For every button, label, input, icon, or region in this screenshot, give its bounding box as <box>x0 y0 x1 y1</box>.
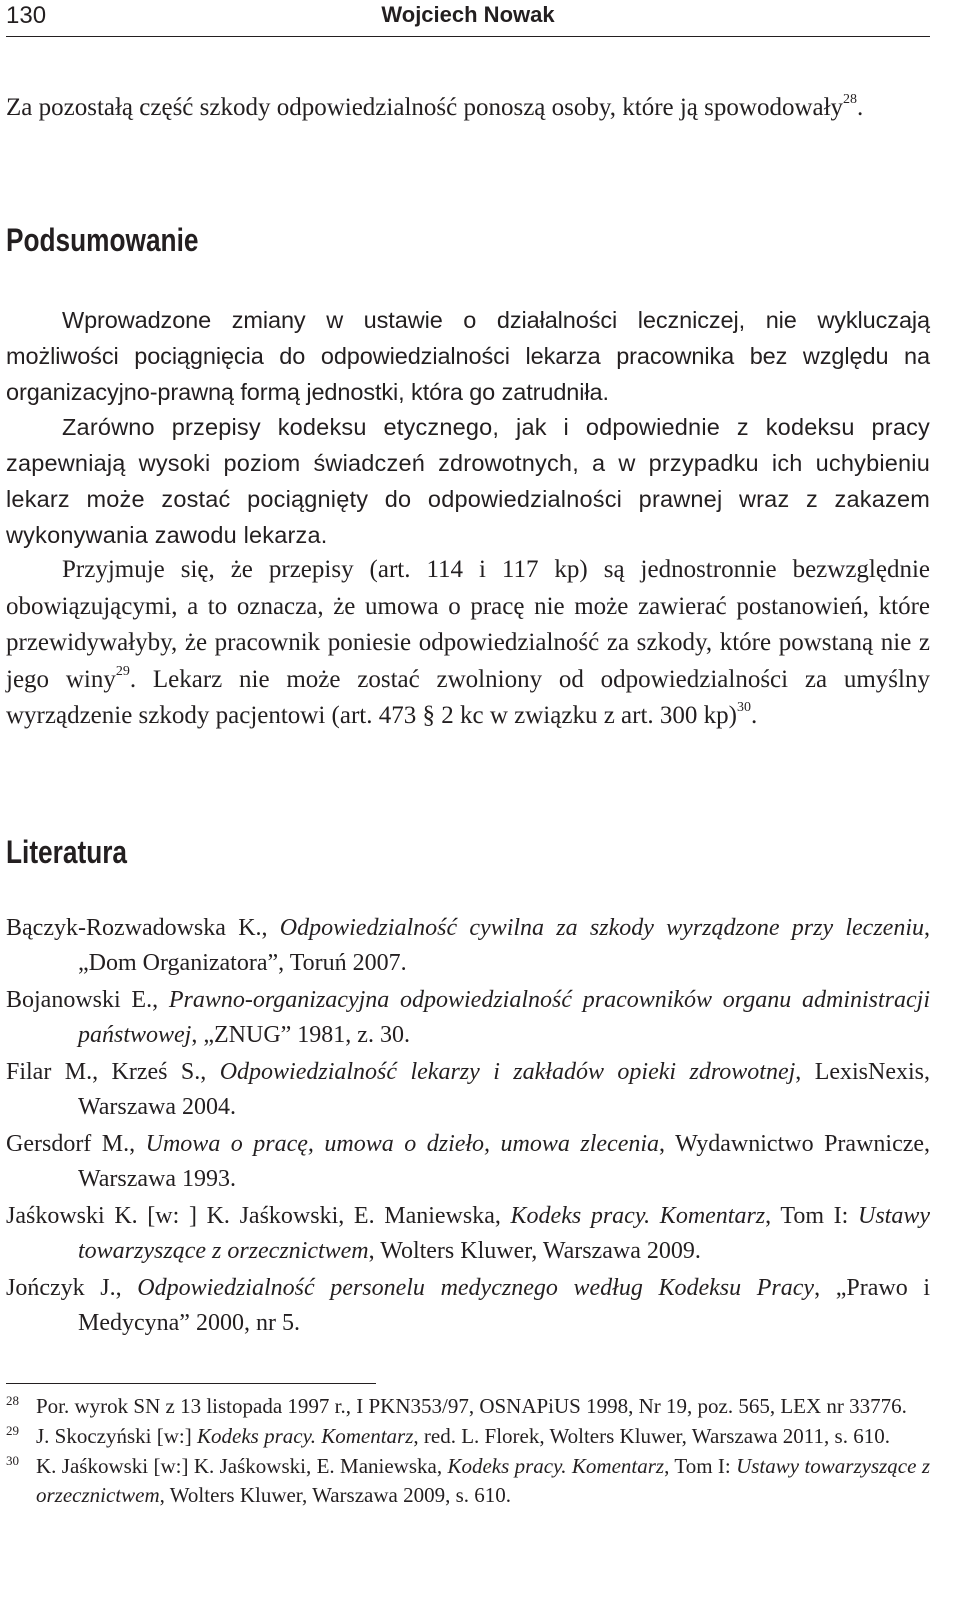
running-header-author: Wojciech Nowak <box>381 2 555 27</box>
summary-paragraph-1: Wprowadzone zmiany w ustawie o działalności leczniczej, nie wykluczają możliwości pociągnięcia do odpowiedzialności lekarza pracownika bez względu na organizacyjno-prawną formą jednostki, która go zatrudniła. <box>6 307 930 405</box>
bibliography-list <box>6 911 930 1343</box>
section-heading-summary: Podsumowanie <box>6 222 199 258</box>
bibliography-entry: Filar M., Krześ S., Odpowiedzialność lekarzy i zakładów opieki zdrowotnej, LexisNexis, Warszawa 2004. <box>6 1059 931 1120</box>
page-number: 130 <box>6 2 47 29</box>
bibliography-entry: Jończyk J., Odpowiedzialność personelu medycznego według Kodeksu Pracy, „Prawo i Medycyna” 2000, nr 5. <box>6 1275 931 1336</box>
footnote-ref-30[interactable]: 30 <box>736 700 751 715</box>
footnote-number: 29 <box>6 1423 19 1438</box>
bibliography-entry: Bojanowski E., Prawno-organizacyjna odpowiedzialność pracowników organu administracji państwowej, „ZNUG” 1981, z. 30. <box>6 987 931 1048</box>
footnote-number: 30 <box>6 1453 19 1468</box>
bibliography-entry: Gersdorf M., Umowa o pracę, umowa o dzieło, umowa zlecenia, Wydawnictwo Prawnicze, Warszawa 1993. <box>6 1131 931 1192</box>
footnote-30: 30 K. Jaśkowski [w:] K. Jaśkowski, E. Maniewska, Kodeks pracy. Komentarz, Tom I: Ustawy towarzyszące z orzecznictwem, Wolters Kluwer, Warszawa 2009, s. 610. <box>6 1452 930 1510</box>
summary-paragraph-3: Przyjmuje się, że przepisy (art. 114 i 117 kp) są jednostronnie bezwzględnie obowiązującymi, a to oznacza, że umowa o pracę nie może zawierać postanowień, które przewidywałyby, że pracownik poniesie odpowiedzialność za szkody, które powstaną nie z jego winy$^{29}$. Lekarz nie może zostać zwolniony od odpowiedzialności za umyślny wyrządzenie szkody pacjentowi (art. 473 § 2 kc w związku z art. 300 kp)$^{30}$. <box>6 556 930 729</box>
footnote-28: 28 Por. wyrok SN z 13 listopada 1997 r., I PKN353/97, OSNAPiUS 1998, Nr 19, poz. 565, LEX nr 33776. <box>6 1392 930 1421</box>
section-heading-literature: Literatura <box>6 834 128 870</box>
footnote-ref-29[interactable]: 29 <box>115 663 130 679</box>
intro-paragraph: Za pozostałą część szkody odpowiedzialność ponoszą osoby, które ją spowodowały$^{28}$. <box>6 92 864 121</box>
footnote-divider <box>6 1383 376 1384</box>
summary-paragraph-2: Zarówno przepisy kodeksu etycznego, jak i odpowiednie z kodeksu pracy zapewniają wysoki poziom świadczeń zdrowotnych, a w przypadku ich uchybieniu lekarz może zostać pociągnięty do odpowiedzialności prawnej wraz z zakazem wykonywania zawodu lekarza. <box>6 414 930 548</box>
running-header <box>6 0 930 37</box>
bibliography-entry: Bączyk-Rozwadowska K., Odpowiedzialność cywilna za szkody wyrządzone przy leczeniu, „Dom Organizatora”, Toruń 2007. <box>6 915 930 976</box>
footnote-ref-28[interactable]: 28 <box>843 92 858 107</box>
footnote-number: 28 <box>6 1393 19 1408</box>
footnote-29: 29 J. Skoczyński [w:] Kodeks pracy. Komentarz, red. L. Florek, Wolters Kluwer, Warszawa 2011, s. 610. <box>6 1422 930 1451</box>
footnotes <box>6 1392 930 1511</box>
bibliography-entry: Jaśkowski K. [w: ] K. Jaśkowski, E. Maniewska, Kodeks pracy. Komentarz, Tom I: Ustawy towarzyszące z orzecznictwem, Wolters Kluwer, Warszawa 2009. <box>6 1203 930 1264</box>
